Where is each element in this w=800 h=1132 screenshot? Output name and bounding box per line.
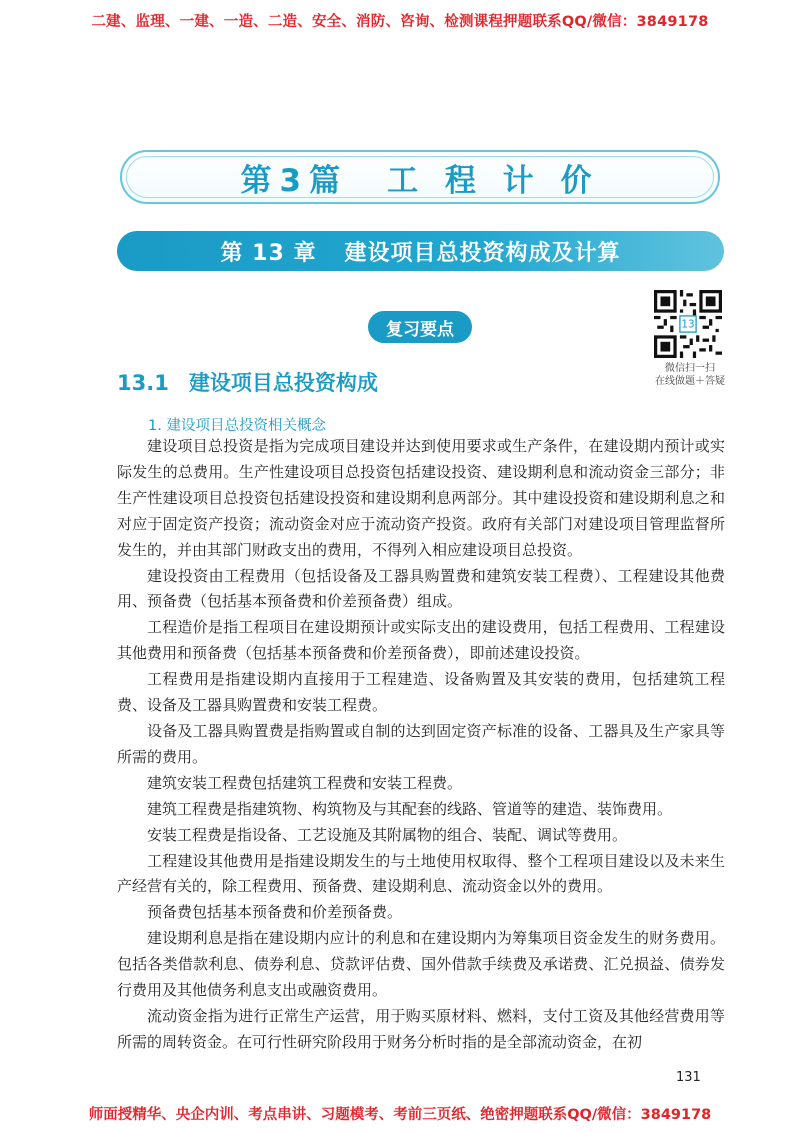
page-number: 131 bbox=[676, 1070, 701, 1085]
qr-center-label: 13 bbox=[681, 318, 695, 331]
top-contact-banner: 二建、监理、一建、一造、二造、安全、消防、咨询、检测课程押题联系QQ/微信：3849178 bbox=[91, 14, 709, 30]
paragraph: 设备及工器具购置费是指购置或自制的达到固定资产标准的设备、工器具及生产家具等所需的费用。 bbox=[117, 721, 725, 766]
bottom-contact-banner: 师面授精华、央企内训、考点串讲、习题模考、考前三页纸、绝密押题联系QQ/微信：3849178 bbox=[88, 1107, 712, 1123]
paragraph: 建设项目总投资是指为完成项目建设并达到使用要求或生产条件，在建设期内预计或实际发生的总费用。生产性建设项目总投资包括建设投资、建设期利息和流动资金三部分；非生产性建设项目总投资包括建设投资和建设期利息两部分。其中建设投资和建设期利息之和对应于固定资产投资；流动资金对应于流动资产投资。政府有关部门对建设项目管理监督所发生的，并由其部门财政支出的费用，不得列入相应建设项目总投资。 bbox=[117, 437, 725, 559]
qr-caption bbox=[640, 362, 740, 388]
subsection-heading: 1. 建设项目总投资相关概念 bbox=[148, 418, 326, 434]
paragraph: 流动资金指为进行正常生产运营，用于购买原材料、燃料，支付工资及其他经营费用等所需的周转资金。在可行性研究阶段用于财务分析时指的是全部流动资金，在初 bbox=[117, 1006, 725, 1051]
paragraph: 安装工程费是指设备、工艺设施及其附属物的组合、装配、调试等费用。 bbox=[147, 825, 628, 844]
paragraph: 工程费用是指建设期内直接用于工程建造、设备购置及其安装的费用，包括建筑工程费、设备及工器具购置费和安装工程费。 bbox=[117, 670, 725, 715]
chapter-title: 建设项目总投资构成及计算 bbox=[344, 240, 621, 266]
section-number: 13.1 bbox=[117, 371, 169, 395]
body-text bbox=[117, 434, 725, 1056]
review-points-badge: 复习要点 bbox=[368, 311, 472, 343]
chapter-number: 第 13 章 bbox=[220, 240, 317, 266]
paragraph: 建筑安装工程费包括建筑工程费和安装工程费。 bbox=[147, 773, 463, 792]
paragraph: 工程建设其他费用是指建设期发生的与土地使用权取得、整个工程项目建设以及未来生产经营有关的，除工程费用、预备费、建设期利息、流动资金以外的费用。 bbox=[117, 851, 725, 896]
qr-caption-line-1: 微信扫一扫 bbox=[665, 363, 715, 374]
qr-code-icon[interactable] bbox=[654, 290, 722, 358]
paragraph: 建设投资由工程费用（包括设备及工器具购置费和建筑安装工程费）、工程建设其他费用、预备费（包括基本预备费和价差预备费）组成。 bbox=[117, 566, 725, 611]
qr-caption-line-2: 在线做题＋答疑 bbox=[655, 376, 725, 387]
part-title: 第3篇 工 程 计 价 bbox=[240, 162, 600, 199]
section-title: 建设项目总投资构成 bbox=[188, 371, 378, 395]
paragraph: 建设期利息是指在建设期内应计的利息和在建设期内为筹集项目资金发生的财务费用。包括各类借款利息、债券利息、贷款评估费、国外借款手续费及承诺费、汇兑损益、债券发行费用及其他债务利息支出或融资费用。 bbox=[117, 929, 725, 1000]
paragraph: 建筑工程费是指建筑物、构筑物及与其配套的线路、管道等的建造、装饰费用。 bbox=[147, 799, 673, 818]
section-heading bbox=[117, 367, 378, 397]
chapter-title-bar bbox=[117, 231, 724, 271]
paragraph: 预备费包括基本预备费和价差预备费。 bbox=[147, 903, 403, 922]
paragraph: 工程造价是指工程项目在建设期预计或实际支出的建设费用，包括工程费用、工程建设其他费用和预备费（包括基本预备费和价差预备费），即前述建设投资。 bbox=[117, 618, 725, 663]
